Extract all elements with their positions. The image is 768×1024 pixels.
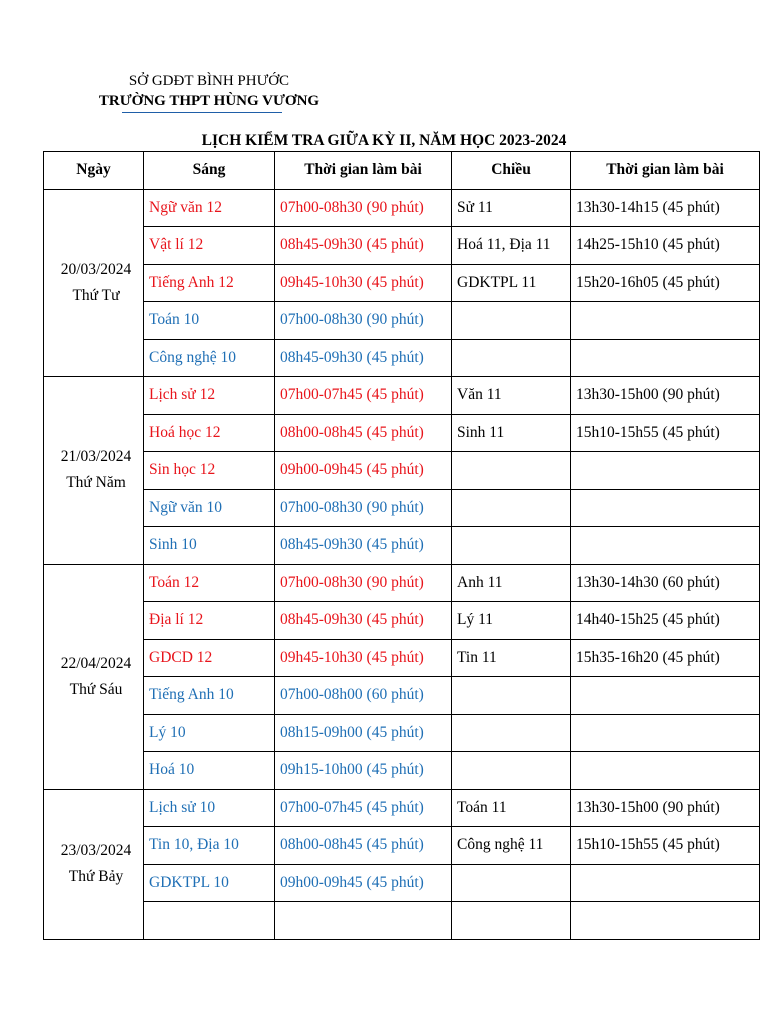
afternoon-time [571,677,760,715]
afternoon-subject: Sinh 11 [452,414,571,452]
morning-subject: Tin 10, Địa 10 [144,827,275,865]
day-weekday: Thứ Năm [66,474,126,492]
morning-subject: Lịch sử 12 [144,377,275,415]
afternoon-subject: Văn 11 [452,377,571,415]
afternoon-time: 15h10-15h55 (45 phút) [571,414,760,452]
morning-subject: Công nghệ 10 [144,339,275,377]
table-row [44,339,760,377]
table-row [44,302,760,340]
table-row [44,414,760,452]
table-row [44,789,760,827]
morning-time: 08h00-08h45 (45 phút) [275,414,452,452]
afternoon-subject [452,489,571,527]
morning-time: 07h00-07h45 (45 phút) [275,377,452,415]
table-row [44,714,760,752]
day-cell [44,564,144,789]
table-row [44,752,760,790]
afternoon-time [571,339,760,377]
day-cell [44,377,144,565]
day-weekday: Thứ Tư [72,286,120,304]
exam-schedule-table [43,151,760,940]
afternoon-subject: Lý 11 [452,602,571,640]
afternoon-time: 15h35-16h20 (45 phút) [571,639,760,677]
afternoon-time [571,864,760,902]
day-date: 22/04/2024 [60,654,132,672]
table-row [44,264,760,302]
morning-time: 08h45-09h30 (45 phút) [275,339,452,377]
morning-time: 09h45-10h30 (45 phút) [275,639,452,677]
morning-subject: Hoá học 12 [144,414,275,452]
morning-subject: Lý 10 [144,714,275,752]
morning-time: 08h45-09h30 (45 phút) [275,602,452,640]
morning-subject: Tiếng Anh 12 [144,264,275,302]
morning-time: 08h00-08h45 (45 phút) [275,827,452,865]
table-row [44,677,760,715]
afternoon-subject [452,527,571,565]
afternoon-subject: Sử 11 [452,189,571,227]
afternoon-subject: Tin 11 [452,639,571,677]
table-row [44,527,760,565]
morning-time: 08h45-09h30 (45 phút) [275,227,452,265]
afternoon-time [571,489,760,527]
col-header-afternoon-time: Thời gian làm bài [571,152,760,190]
afternoon-time: 13h30-14h30 (60 phút) [571,564,760,602]
day-weekday: Thứ Sáu [69,680,123,698]
schedule-body [44,189,760,939]
table-row [44,489,760,527]
morning-time: 09h00-09h45 (45 phút) [275,864,452,902]
morning-subject: Sinh 10 [144,527,275,565]
table-row [44,602,760,640]
morning-time: 07h00-08h30 (90 phút) [275,489,452,527]
table-row [44,827,760,865]
afternoon-time: 13h30-15h00 (90 phút) [571,789,760,827]
morning-subject: Sin học 12 [144,452,275,490]
table-header-row [44,152,760,190]
afternoon-subject: Hoá 11, Địa 11 [452,227,571,265]
school-underline [122,112,282,113]
col-header-morning: Sáng [144,152,275,190]
morning-subject: Toán 10 [144,302,275,340]
table-row [44,864,760,902]
morning-time: 07h00-08h30 (90 phút) [275,189,452,227]
afternoon-subject [452,452,571,490]
afternoon-time: 14h40-15h25 (45 phút) [571,602,760,640]
day-cell [44,189,144,377]
table-row [44,902,760,940]
col-header-day: Ngày [44,152,144,190]
afternoon-subject [452,677,571,715]
page-title: LỊCH KIỂM TRA GIỮA KỲ II, NĂM HỌC 2023-2024 [201,132,567,149]
morning-time [275,902,452,940]
afternoon-subject: Anh 11 [452,564,571,602]
morning-time: 07h00-08h30 (90 phút) [275,302,452,340]
morning-time: 07h00-07h45 (45 phút) [275,789,452,827]
morning-subject: Hoá 10 [144,752,275,790]
afternoon-subject: GDKTPL 11 [452,264,571,302]
afternoon-time [571,902,760,940]
afternoon-time: 13h30-14h15 (45 phút) [571,189,760,227]
morning-subject: GDKTPL 10 [144,864,275,902]
afternoon-subject: Công nghệ 11 [452,827,571,865]
afternoon-time: 13h30-15h00 (90 phút) [571,377,760,415]
morning-time: 07h00-08h00 (60 phút) [275,677,452,715]
morning-time: 09h45-10h30 (45 phút) [275,264,452,302]
day-date: 23/03/2024 [60,842,132,859]
afternoon-time: 14h25-15h10 (45 phút) [571,227,760,265]
morning-subject: Toán 12 [144,564,275,602]
afternoon-subject: Toán 11 [452,789,571,827]
morning-subject: Lịch sử 10 [144,789,275,827]
afternoon-time [571,752,760,790]
afternoon-time [571,527,760,565]
school-name: TRƯỜNG THPT HÙNG VƯƠNG [98,93,320,109]
morning-time: 07h00-08h30 (90 phút) [275,564,452,602]
afternoon-subject [452,302,571,340]
morning-subject: Tiếng Anh 10 [144,677,275,715]
table-row [44,227,760,265]
day-weekday: Thứ Bảy [68,868,124,885]
table-row [44,639,760,677]
morning-subject [144,902,275,940]
afternoon-subject [452,714,571,752]
table-row [44,452,760,490]
day-cell [44,789,144,939]
afternoon-time [571,452,760,490]
morning-subject: Ngữ văn 10 [144,489,275,527]
morning-time: 08h45-09h30 (45 phút) [275,527,452,565]
morning-subject: Địa lí 12 [144,602,275,640]
morning-time: 09h15-10h00 (45 phút) [275,752,452,790]
morning-subject: Vật lí 12 [144,227,275,265]
afternoon-time: 15h20-16h05 (45 phút) [571,264,760,302]
afternoon-subject [452,902,571,940]
morning-subject: Ngữ văn 12 [144,189,275,227]
col-header-afternoon: Chiều [452,152,571,190]
col-header-morning-time: Thời gian làm bài [275,152,452,190]
morning-time: 08h15-09h00 (45 phút) [275,714,452,752]
morning-time: 09h00-09h45 (45 phút) [275,452,452,490]
table-row [44,564,760,602]
afternoon-subject [452,864,571,902]
afternoon-subject [452,752,571,790]
table-row [44,377,760,415]
afternoon-time [571,714,760,752]
afternoon-subject [452,339,571,377]
department-name: SỞ GDĐT BÌNH PHƯỚC [128,73,290,89]
afternoon-time: 15h10-15h55 (45 phút) [571,827,760,865]
afternoon-time [571,302,760,340]
day-date: 21/03/2024 [60,448,132,466]
morning-subject: GDCD 12 [144,639,275,677]
table-row [44,189,760,227]
day-date: 20/03/2024 [60,260,132,278]
